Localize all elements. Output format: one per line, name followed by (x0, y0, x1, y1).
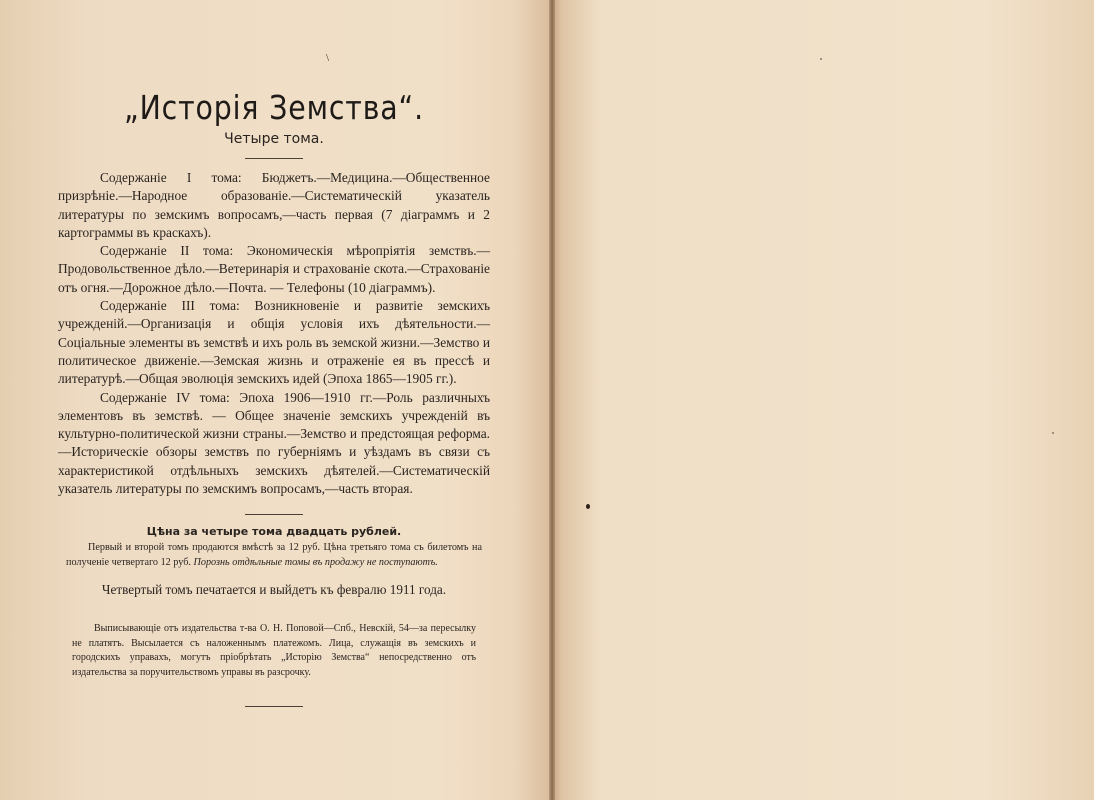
fourth-volume-note: Четвертый томъ печатается и выйдетъ къ февралю 1911 года. (101, 582, 447, 598)
divider (245, 158, 303, 159)
price-italic-note: Порознь отдѣльные томы въ продажу не поступаютъ. (193, 556, 438, 568)
price-heading: Цѣна за четыре тома двадцать рублей. (146, 525, 402, 539)
divider (245, 514, 303, 515)
paper-speck (1052, 432, 1054, 434)
paper-speck (820, 58, 822, 60)
book-gutter (549, 0, 555, 800)
volume-2-contents: Содержаніе II тома: Экономическія мѣропріятія земствъ.—Продовольственное дѣло.—Ветеринарія и страхованіе скота.—Страхованіе отъ огня.—Дорожное дѣло.—Почта. — Телефоны (10 діаграммъ). (58, 243, 490, 295)
order-info: Выписывающіе отъ издательства т-ва О. Н. Поповой—Спб., Невскій, 54—за пересылку не платятъ. Высылается съ наложеннымъ платежомъ. Лица, служащія въ земскихъ и городскихъ управахъ, могутъ пріобрѣтать „Исторію Земства“ непосредственно отъ издательства за поручительствомъ управы въ разсрочку. (72, 623, 476, 678)
volume-4-contents: Содержаніе IV тома: Эпоха 1906—1910 гг.—Роль различныхъ элементовъ въ земствѣ. — Общее значеніе земскихъ учрежденій въ культурно-политической жизни страны.—Земство и предстоящая реформа.—Историческіе обзоры земствъ по губерніямъ и уѣздамъ въ связи съ характеристикой отдѣльныхъ земскихъ дѣятелей.—Систематическій указатель литературы по земскимъ вопросамъ,—часть вторая. (58, 389, 490, 497)
volume-1-contents: Содержаніе I тома: Бюджетъ.—Медицина.—Общественное призрѣніе.—Народное образованіе.—Систематическій указатель литературы по земскимъ вопросамъ,—часть первая (7 діаграммъ и 2 картограммы въ краскахъ). (58, 170, 490, 240)
price-details (66, 541, 482, 570)
top-mark: \ (326, 52, 330, 64)
ink-speck (586, 504, 590, 509)
price-text: Первый и второй томъ продаются вмѣстѣ за 12 руб. Цѣна третьяго тома съ билетомъ на полученіе четвертаго 12 руб. (66, 542, 482, 568)
left-page (58, 58, 490, 707)
page-subtitle: Четыре тома. (224, 131, 324, 147)
divider (245, 706, 303, 707)
page-title: „Исторія Земства“. (124, 88, 424, 127)
volume-3-contents: Содержаніе III тома: Возникновеніе и развитіе земскихъ учрежденій.—Организація и общія условія ихъ дѣятельности.—Соціальные элементы въ земствѣ и ихъ роль въ земской жизни.—Земство и политическое движеніе.—Земская жизнь и отраженіе ея въ прессѣ и литературѣ.—Общая эволюція земскихъ идей (Эпоха 1865—1905 гг.). (58, 298, 490, 387)
